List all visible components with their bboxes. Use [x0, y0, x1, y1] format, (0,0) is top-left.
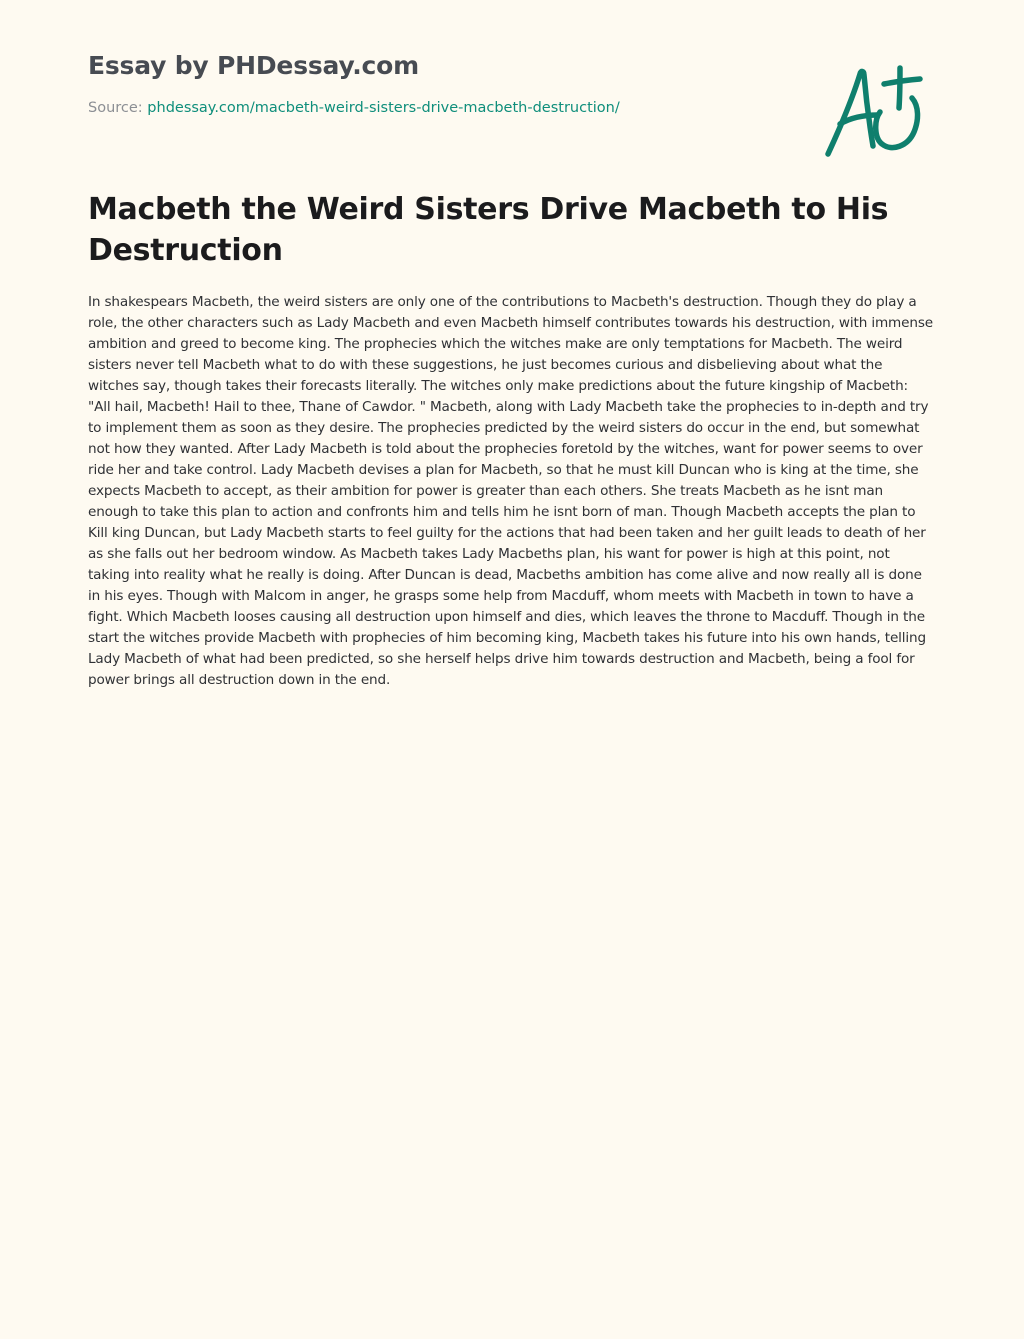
document-header: [88, 48, 788, 118]
site-title: Essay by PHDessay.com: [88, 51, 419, 80]
essay-title: Macbeth the Weird Sisters Drive Macbeth to His Destruction: [88, 192, 889, 268]
essay-body: In shakespears Macbeth, the weird sisters are only one of the contributions to Macbeth's destruction. Though they do play a role, the other characters such as Lady Macbeth and even Macbeth himself contributes towards his destruction, with immense ambition and greed to become king. The prophecies which the witches make are only temptations for Macbeth. The weird sisters never tell Macbeth what to do with these suggestions, he just becomes curious and disbelieving about what the witches say, though takes their forecasts literally. The witches only make predictions about the future kingship of Macbeth: "All hail, Macbeth! Hail to thee, Thane of Cawdor. " Macbeth, along with Lady Macbeth take the prophecies to in-depth and try to implement them as soon as they desire. The prophecies predicted by the weird sisters do occur in the end, but somewhat not how they wanted. After Lady Macbeth is told about the prophecies foretold by the witches, want for power seems to over ride her and take control. Lady Macbeth devises a plan for Macbeth, so that he must kill Duncan who is king at the time, she expects Macbeth to accept, as their ambition for power is greater than each others. She treats Macbeth as he isnt man enough to take this plan to action and confronts him and tells him he isnt born of man. Though Macbeth accepts the plan to Kill king Duncan, but Lady Macbeth starts to feel guilty for the actions that had been taken and her guilt leads to death of her as she falls out her bedroom window. As Macbeth takes Lady Macbeths plan, his want for power is high at this point, not taking into reality what he really is doing. After Duncan is dead, Macbeths ambition has come alive and now really all is done in his eyes. Though with Malcom in anger, he grasps some help from Macduff, whom meets with Macbeth in town to have a fight. Which Macbeth looses causing all destruction upon himself and dies, which leaves the throne to Macduff. Though in the start the witches provide Macbeth with prophecies of him becoming king, Macbeth takes his future into his own hands, telling Lady Macbeth of what had been predicted, so she herself helps drive him towards destruction and Macbeth, being a fool for power brings all destruction down in the end.: [88, 294, 933, 688]
source-line: [88, 98, 788, 118]
a-plus-logo-icon: [818, 60, 934, 164]
source-link[interactable]: phdessay.com/macbeth-weird-sisters-drive-macbeth-destruction/: [147, 100, 620, 116]
source-label: Source:: [88, 100, 148, 116]
